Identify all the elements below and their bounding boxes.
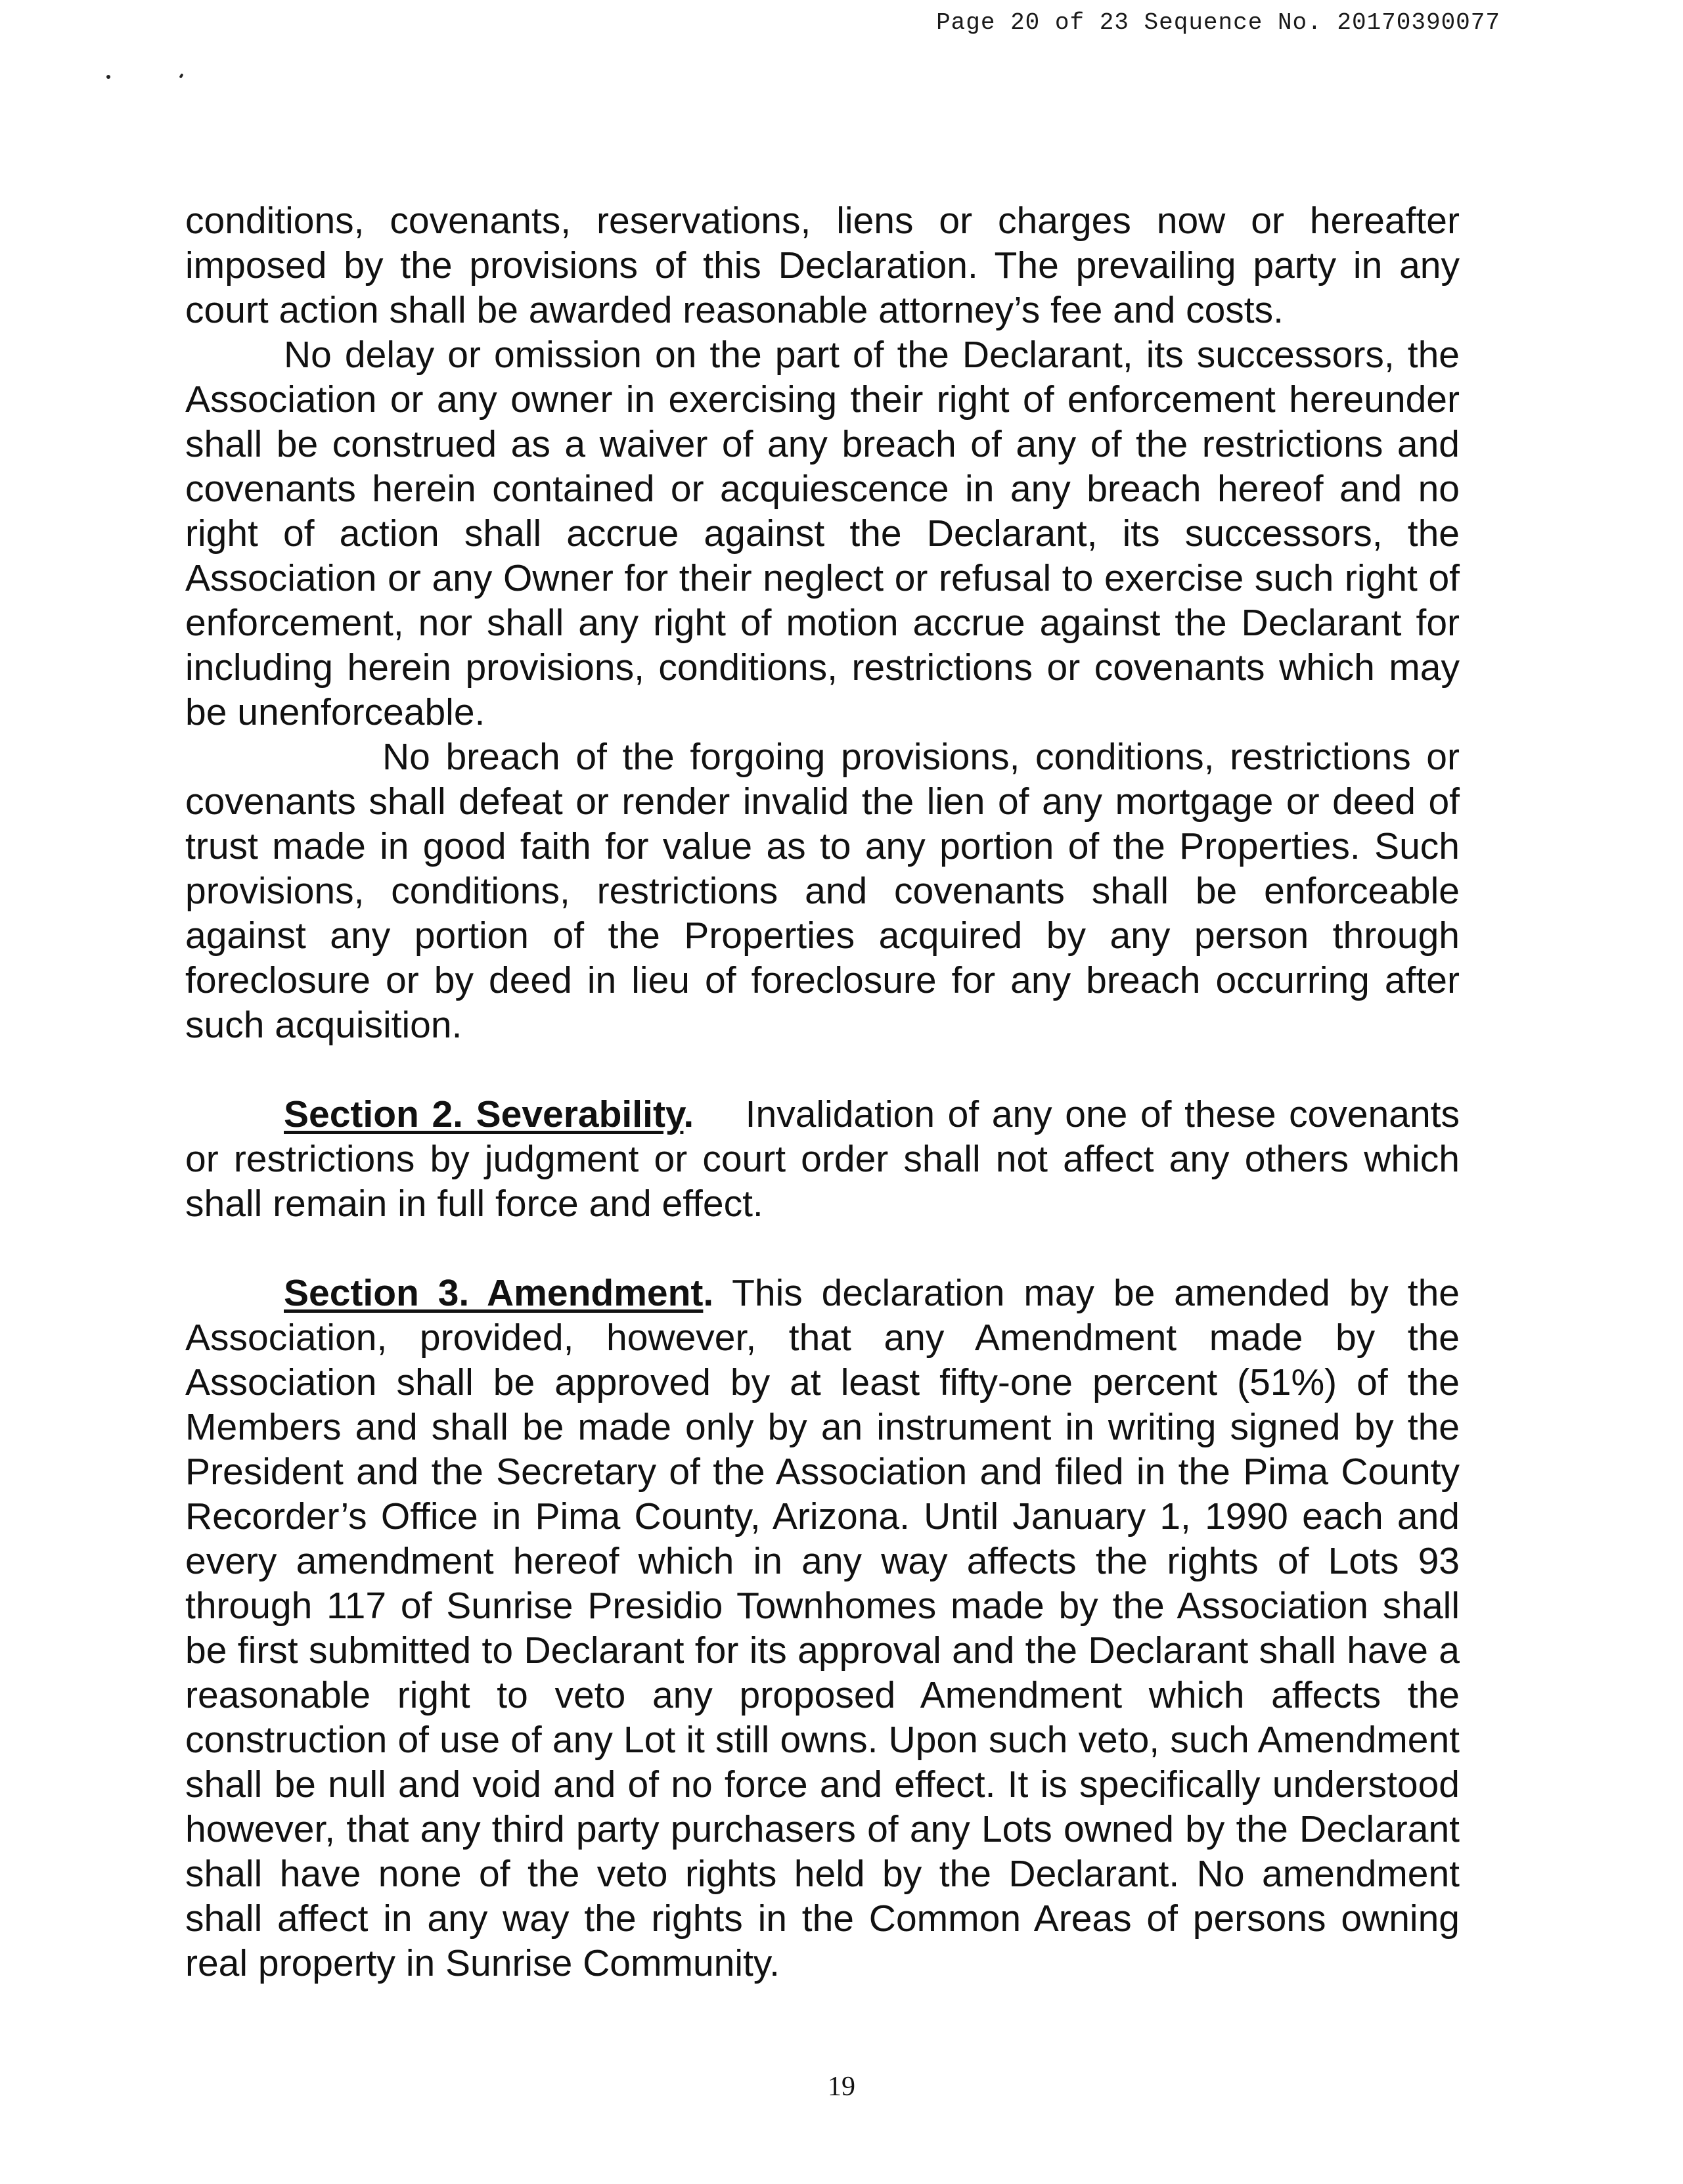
page-number: 19	[828, 2072, 855, 2102]
section-severability	[185, 1092, 1460, 1226]
heading-period: .	[683, 1093, 694, 1135]
heading-period: .	[703, 1272, 714, 1314]
section-3-text: This declaration may be amended by the Association, provided, however, that any Amendment made by the Association shall be approved by at least fifty-one percent (51%) of the Members and shall be made only by an instrument in writing signed by the President and the Secretary of the Association and filed in the Pima County Recorder’s Office in Pima County, Arizona. Until January 1, 1990 each and every amendment hereof which in any way affects the rights of Lots 93 through 117 of Sunrise Presidio Townhomes made by the Association shall be first submitted to Declarant for its approval and the Declarant shall have a reasonable right to veto any proposed Amendment which affects the construction of use of any Lot it still owns. Upon such veto, such Amendment shall be null and void and of no force and effect. It is specifically understood however, that any third party purchasers of any Lots owned by the Declarant shall have none of the veto rights held by the Declarant. No amendment shall affect in any way the rights in the Common Areas of persons owning real property in Sunrise Community.	[185, 1272, 1460, 1984]
section-2-heading: Section 2. Severability	[284, 1093, 684, 1135]
section-3-heading: Section 3. Amendment	[284, 1272, 704, 1314]
scan-speck	[106, 75, 110, 79]
scan-speck	[179, 73, 184, 78]
paragraph-no-breach: No breach of the forgoing provisions, conditions, restrictions or covenants shall defeat or render invalid the lien of any mortgage or deed of trust made in good faith for value as to any portion of the Properties. Such provisions, conditions, restrictions and covenants shall be enforceable against any portion of the Properties acquired by any person through foreclosure or by deed in lieu of foreclosure for any breach occurring after such acquisition.	[185, 736, 1460, 1046]
page-sequence-header: Page 20 of 23 Sequence No. 20170390077	[936, 9, 1500, 36]
scan-specks	[106, 66, 205, 85]
document-body	[185, 198, 1460, 1986]
paragraph-continuation: conditions, covenants, reservations, liens or charges now or hereafter imposed by the provisions of this Declaration. The prevailing party in any court action shall be awarded reasonable attorney’s fee and costs.	[185, 200, 1460, 331]
section-amendment	[185, 1271, 1460, 1986]
paragraph-no-delay: No delay or omission on the part of the Declarant, its successors, the Association or any owner in exercising their right of enforcement hereunder shall be construed as a waiver of any breach of any of the restrictions and covenants herein contained or acquiescence in any breach hereof and no right of action shall accrue against the Declarant, its successors, the Association or any Owner for their neglect or refusal to exercise such right of enforcement, nor shall any right of motion accrue against the Declarant for including herein provisions, conditions, restrictions or covenants which may be unenforceable.	[185, 334, 1460, 733]
section-2-text: Invalidation of any one of these covenants or restrictions by judgment or court order shall not affect any others which shall remain in full force and effect.	[185, 1093, 1460, 1225]
